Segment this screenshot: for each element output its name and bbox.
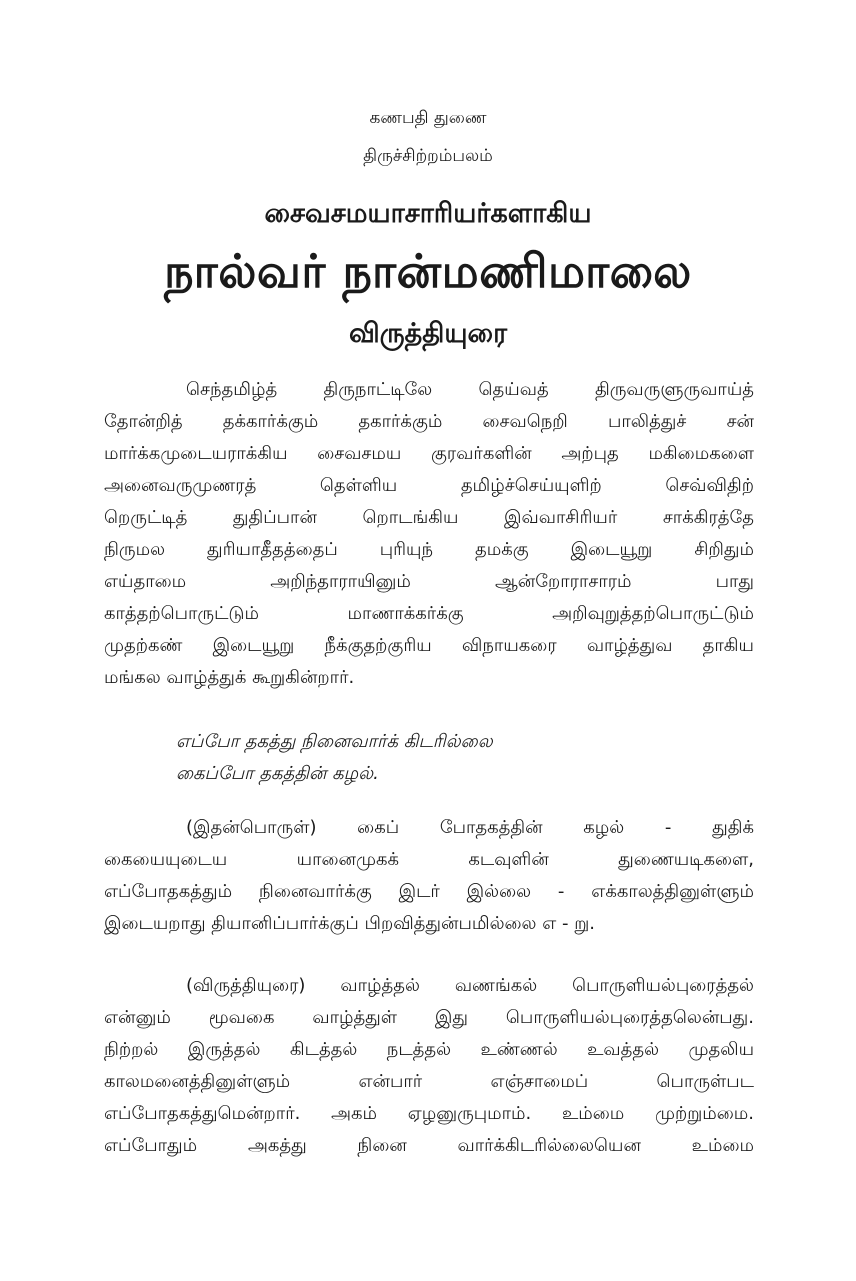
text-line: றெருட்டித் துதிப்பான் றொடங்கிய இவ்வாசிரியர் சாக்கிரத்தே — [104, 507, 754, 528]
verse-line: எப்போ தகத்து நினைவார்க் கிடரில்லை — [176, 731, 493, 752]
text-line: காத்தற்பொருட்டும் மாணாக்கர்க்கு அறிவுறுத்தற்பொருட்டும் — [104, 603, 754, 624]
text-line: கையையுடைய யானைமுகக் கடவுளின் துணையடிகளை, — [104, 849, 754, 870]
text-line: அனைவருமுணரத் தெள்ளிய தமிழ்ச்செய்யுளிற் செவ்விதிற் — [104, 475, 754, 496]
text-line: மங்கல வாழ்த்துக் கூறுகின்றார். — [104, 667, 355, 688]
intro-paragraph — [104, 374, 754, 694]
subtitle: சைவசமயாசாரியர்களாகிய — [264, 198, 592, 229]
text-line: இடையறாது தியானிப்பார்க்குப் பிறவித்துன்பமில்லை எ - று. — [104, 913, 595, 934]
commentary-paragraph — [104, 970, 754, 1162]
text-line: செந்தமிழ்த் திருநாட்டிலே தெய்வத் திருவருளுருவாய்த் — [186, 379, 754, 400]
text-line: தோன்றித் தக்கார்க்கும் தகார்க்கும் சைவநெறி பாலித்துச் சன் — [104, 411, 754, 432]
text-line: என்னும் மூவகை வாழ்த்துள் இது பொருளியல்புரைத்தலென்பது. — [104, 1007, 754, 1028]
text-line: எப்போதகத்தும் நினைவார்க்கு இடர் இல்லை - எக்காலத்தினுள்ளும் — [104, 881, 754, 902]
text-line: எப்போதும் அகத்து நினை வார்க்கிடரில்லையென உம்மை — [104, 1135, 754, 1156]
text-line: நிற்றல் இருத்தல் கிடத்தல் நடத்தல் உண்ணல் உவத்தல் முதலிய — [104, 1039, 754, 1060]
text-line: நிருமல துரியாதீதத்தைப் புரியுந் தமக்கு இடையூறு சிறிதும் — [104, 539, 754, 560]
page-title: நால்வர் நான்மணிமாலை — [164, 244, 692, 298]
text-line: (இதன்பொருள்) கைப் போதகத்தின் கழல் - துதிக் — [186, 817, 754, 838]
invocation: கணபதி துணை — [369, 108, 487, 128]
verse-couplet — [176, 726, 493, 790]
text-line: காலமனைத்தினுள்ளும் என்பார் எஞ்சாமைப் பொருள்பட — [104, 1071, 754, 1092]
text-line: எய்தாமை அறிந்தாராயினும் ஆன்றோராசாரம் பாது — [104, 571, 754, 592]
verse-line: கைப்போ தகத்தின் கழல். — [176, 763, 379, 784]
invocation-sivam: திருச்சிற்றம்பலம் — [363, 146, 493, 166]
text-line: எப்போதகத்துமென்றார். அகம் ஏழனுருபுமாம். உம்மை முற்றும்மை. — [104, 1103, 754, 1124]
meaning-paragraph — [104, 812, 754, 940]
text-line: மார்க்கமுடையராக்கிய சைவசமய குரவர்களின் அற்புத மகிமைகளை — [104, 443, 754, 464]
text-line: (விருத்தியுரை) வாழ்த்தல் வணங்கல் பொருளியல்புரைத்தல் — [186, 975, 754, 996]
text-line: முதற்கண் இடையூறு நீக்குதற்குரிய விநாயகரை வாழ்த்துவ தாகிய — [104, 635, 754, 656]
section-heading: விருத்தியுரை — [348, 318, 508, 349]
